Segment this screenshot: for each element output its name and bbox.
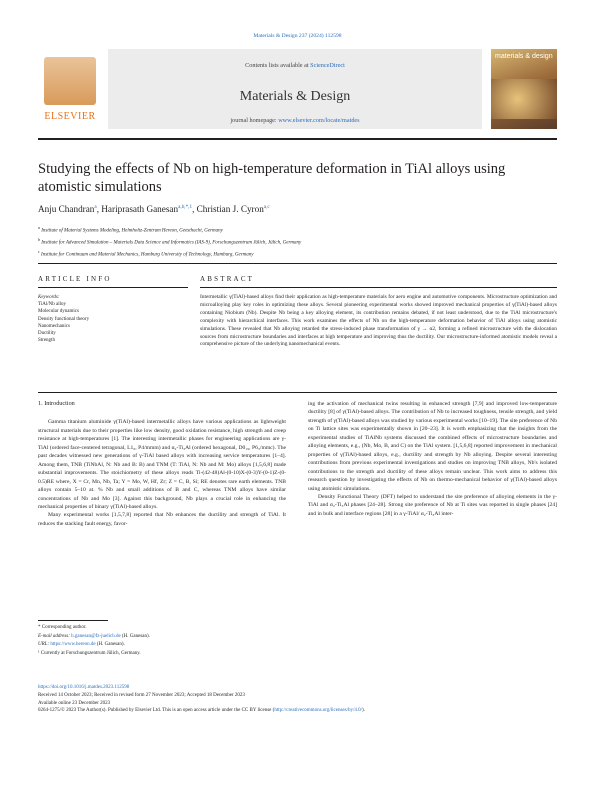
journal-homepage-link[interactable]: www.elsevier.com/locate/matdes (278, 117, 360, 124)
footnotes (38, 624, 298, 658)
received-dates: Received 14 October 2023; Received in revised form 27 November 2023; Accepted 18 December 2023 (38, 692, 245, 698)
cover-artwork (491, 79, 557, 119)
journal-banner (108, 49, 482, 129)
author-list: Anju Chandran$^a$, Hariprasath Ganesan$^{a,b,*,1}$, Christian J. Cyron$^{a,c}$ (38, 204, 270, 215)
contents-line (108, 62, 482, 69)
keyword-item: Nanomechanics (38, 323, 70, 329)
affiliations (38, 224, 538, 260)
keyword-item: Molecular dynamics (38, 309, 79, 315)
section-heading-introduction: 1. Introduction (38, 400, 75, 407)
url-suffix: (H. Ganesan). (95, 642, 125, 648)
journal-header (38, 47, 557, 133)
contents-prefix: Contents lists available at (245, 62, 311, 69)
author-name[interactable]: Hariprasath Ganesan (101, 204, 179, 215)
license-line (38, 707, 557, 715)
email-note (38, 633, 298, 642)
body-paragraph: ing the activation of mechanical twins resulting in enhanced strength [7,9] and improved low-temperature ductility [8] of γ(TiAl)-based alloys. The contribution of Nb to increased toughness, tensile strength, and yield strength of γ(TiAl)-based alloys was studied by various experimental works [10–19]. The site preference of Nb on Ti lattice sites was experimentally shown in [20–23]. It is worth emphasizing that the insights from the experimental studies of TiAlNb systems discussed the combined effects of microstructure boundaries and alloying elements, e.g., (Nb, Mo, B, and C) on the TiAl system. [1,5,6,8] reported improvement in mechanical properties of γ(TiAl)-based alloys, e.g., ductility and strength by Nb alloying. Despite several interesting contributions from previous experimental investigations and studies on improving TNB alloys, Nb's isolated contributions to the strength and ductility of these alloys remain unclear. This work aims to address this research question by investigating the effects of Nb on thermo-mechanical behavior of γ(TiAl)-based alloys using atomistic simulations. (308, 401, 557, 492)
email-suffix: (H. Ganesan). (120, 633, 150, 639)
url-link[interactable]: https://www.hereon.de (50, 642, 96, 648)
affiliation-item (38, 236, 538, 248)
affil-marker: c (38, 248, 40, 254)
keywords-block (38, 294, 188, 344)
abstract-heading: ABSTRACT (200, 275, 255, 283)
affil-text: Institute of Material Systems Modeling, Helmholtz-Zentrum Hereon, Geesthacht, Germany (41, 228, 223, 234)
body-paragraph: Many experimental works [1,5,7,8] reported that Nb enhances the ductility and strength of TiAl. It reduces the stacking fault energy, favor- (38, 512, 286, 527)
body-column-right (308, 400, 557, 518)
article-title: Studying the effects of Nb on high-temperature deformation in TiAl alloys using atomistic simulations (38, 161, 506, 195)
elsevier-tree-icon (44, 57, 96, 105)
license-suffix: ). (361, 708, 365, 714)
affiliation-item (38, 224, 538, 236)
abstract-rule (200, 287, 557, 288)
affil-marker: a (38, 225, 40, 230)
doi-link[interactable]: https://doi.org/10.1016/j.matdes.2023.112598 (38, 685, 130, 690)
abstract-text: Intermetallic γ(TiAl)-based alloys find their application as high-temperature materials for aero engine and automotive components. Microstructure optimization and microalloying play key roles in optimizing these alloys. Several pioneering experimental works showed improved mechanical properties of γ(TiAl)-based alloys containing Niobium (Nb). Despite Nb being a key alloying element, its contribution remains debated, if not least understood, due to the TiAl microstructure's complexity with hierarchical interfaces. This work examines the effects of Nb on the high-temperature deformation behavior of TiAl alloys using atomistic simulations. These revealed that Nb alloying retarded the stress-induced phase transformation of γ → α2, forming a refined microstructure with the dislocation sources from microstructure boundaries and interfaces at high temperature and improving thus the ductility. Our microstructure-informed atomistic models reveal a comprehensive picture of the underlying nanomechanical events. (200, 294, 557, 348)
author-name[interactable]: Anju Chandran (38, 204, 95, 215)
url-label: URL: (38, 642, 50, 648)
email-label: E-mail address: (38, 633, 70, 639)
footnote-rule (38, 620, 108, 621)
corresponding-author-note: * Corresponding author. (38, 625, 87, 630)
homepage-prefix: journal homepage: (230, 117, 279, 124)
author-affil-marker[interactable]: a,b,*,1 (178, 204, 193, 210)
article-info-heading: ARTICLE INFO (38, 275, 112, 283)
body-paragraph: Gamma titanium aluminide γ(TiAl)-based intermetallic alloys have various applications as lightweight structural materials due to their properties like low density, good oxidation resistance, high strength and creep resistance at high-temperatures [1]. The interesting intermetallic phases for engineering applications are γ-TiAl (ordered face-centered tetragonal, L1₀, P4/mmm) and α₂-Ti₃Al (ordered hexagonal, D0₁₉, P6₃/mmc). The past decades witnessed new generations of γ-TiAl based alloys with increasing service temperatures [1–4]. Among them, TNB (TiNbAl, N: Nb and B: B) and TNM (T: TiAl, N: Nb and M: Mo) alloys [1,5,6,8] made substantial improvements. The stoichiometry of these alloys reads Ti-(42-48)Al-(0-10)X-(0-3)Y-(0-1)Z-(0-0.5)RE where, X = Cr, Mn, Nb, Ta; Y = Mo, W, Hf, Zr; Z = C, B, Si; RE denotes rare earth elements. TNB alloys contain 5–10 at. % Nb and small additions of B and C, whereas TNM alloys have similar concentrations of Nb and Mo [3]. Against this background, Nb plays a crucial role in enhancing the mechanical properties of binary γ(TiAl)-based alloys. (38, 419, 286, 510)
journal-title: Materials & Design (239, 89, 351, 104)
journal-cover-image (491, 49, 557, 129)
author-affil-marker[interactable]: a (94, 204, 97, 210)
journal-reference[interactable]: Materials & Design 237 (2024) 112598 (253, 33, 342, 39)
url-note (38, 641, 298, 650)
publisher-logo (38, 55, 102, 125)
keywords-label: Keywords: (38, 295, 60, 300)
affil-text: Institute for Continuum and Material Mechanics, Hamburg University of Technology, Hamburg, Germany (41, 252, 254, 258)
publication-info (38, 684, 557, 715)
email-link[interactable]: h.ganesan@fz-juelich.de (71, 633, 121, 639)
article-info-rule (38, 287, 188, 288)
license-link[interactable]: http://creativecommons.org/licenses/by/4.0/ (274, 708, 362, 714)
keyword-item: Strength (38, 338, 55, 344)
affil-marker: b (38, 236, 40, 242)
body-column-left (38, 400, 286, 528)
affil-text: Institute for Advanced Simulation – Materials Data Science and Informatics (IAS-9), Forschungszentrum Jülich, Jülich, Germany (41, 240, 302, 246)
author-affil-marker[interactable]: a,c (263, 204, 270, 210)
keyword-item: TiAl/Nb alloy (38, 302, 67, 308)
author-name[interactable]: Christian J. Cyron (196, 204, 264, 215)
publisher-name: ELSEVIER (44, 111, 96, 122)
body-paragraph: Density Functional Theory (DFT) helped to understand the site preference of alloying elements in the γ-TiAl and α₂-Ti₃Al phases [24–28]. Strong site preference of Nb at Ti sites was reported in single phases [24] and in bulk and interface regions [28] in a γ-TiAl/ α₂-Ti₃Al inter- (308, 493, 557, 517)
affiliation-item (38, 248, 538, 260)
current-affiliation-note: ¹ Currently at Forschungszentrum Jülich, Germany. (38, 650, 141, 656)
sciencedirect-link[interactable]: ScienceDirect (310, 62, 345, 69)
keyword-item: Ductility (38, 331, 56, 337)
available-online: Available online 23 December 2023 (38, 700, 111, 706)
affil-rule (38, 263, 557, 264)
keyword-item: Density functional theory (38, 316, 90, 322)
header-rule (38, 138, 557, 140)
license-prefix: 0264-1275/© 2023 The Author(s). Published by Elsevier Ltd. This is an open access article under the CC BY license ( (38, 708, 275, 714)
homepage-line (108, 117, 482, 124)
cover-title: materials & design (495, 53, 553, 60)
abstract-bottom-rule (38, 392, 557, 393)
